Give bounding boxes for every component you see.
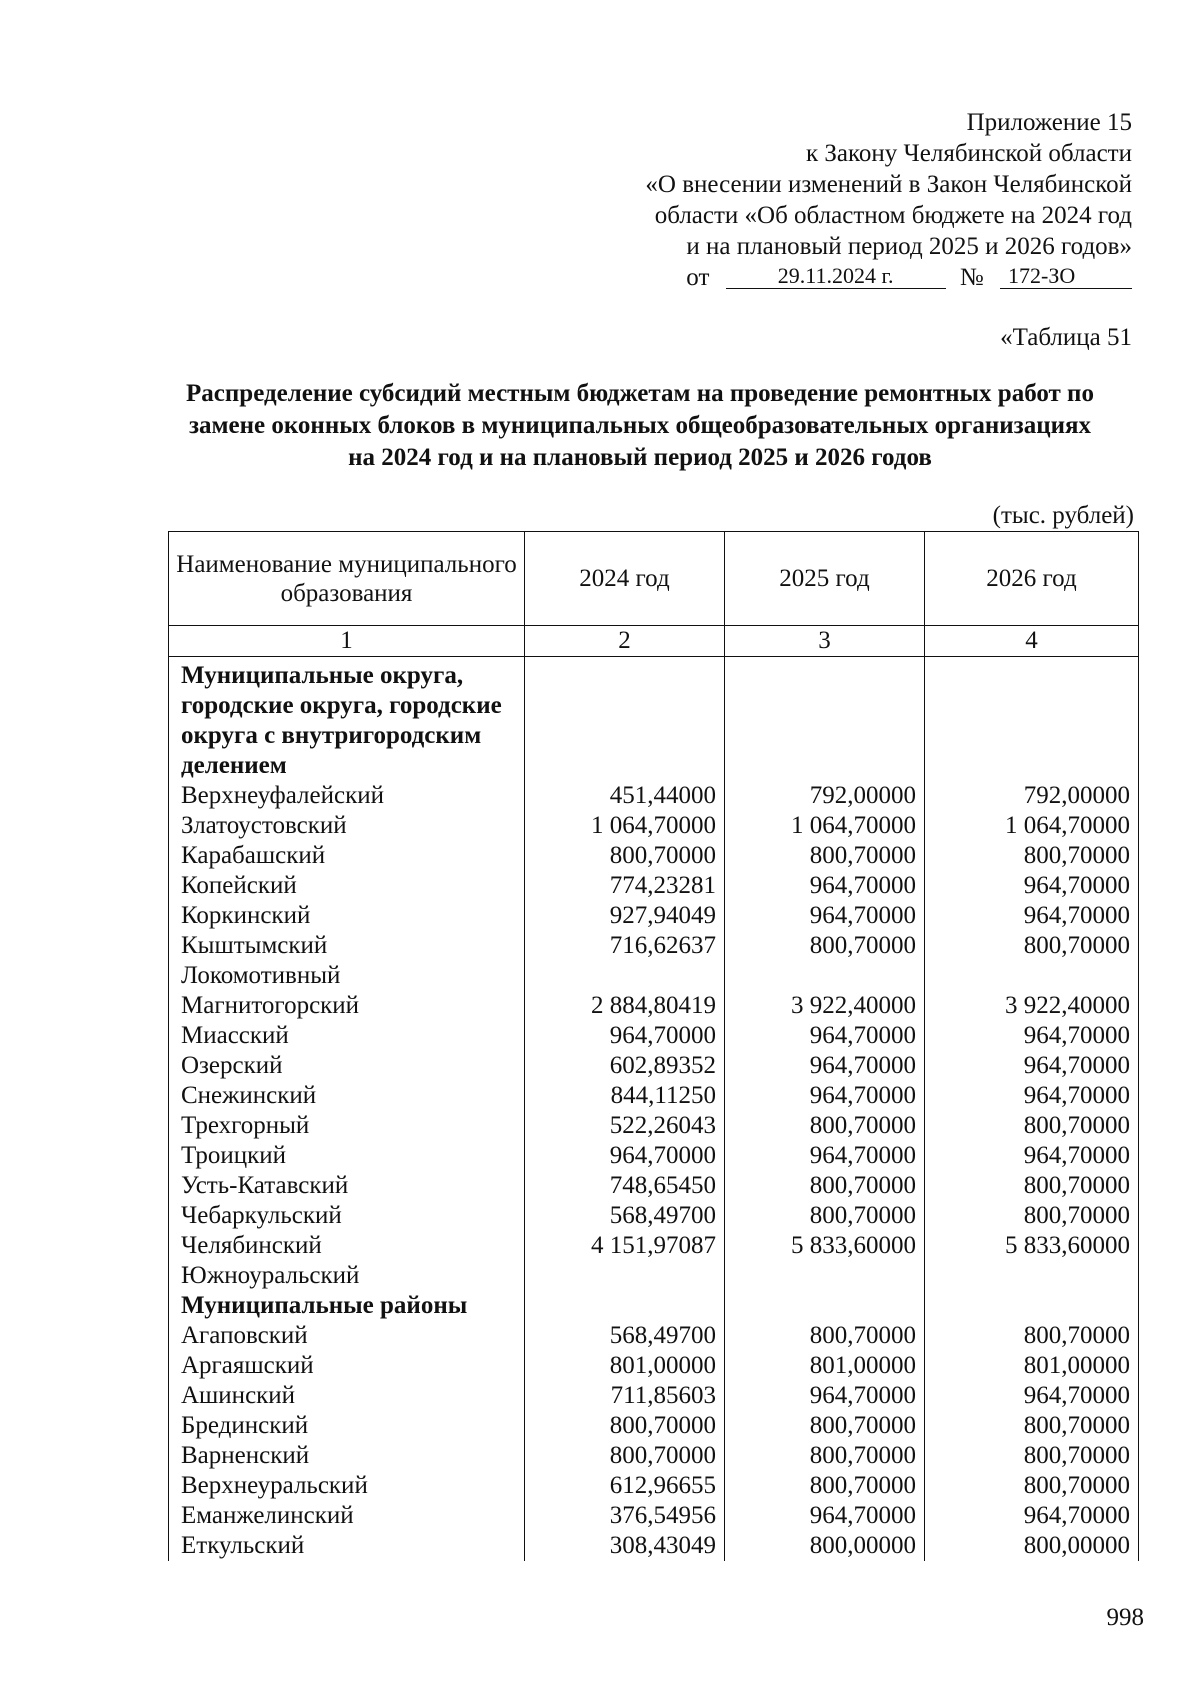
municipality-cell: Еткульский [169,1531,525,1561]
value-2024-cell: 716,62637 [525,931,725,961]
table-row [169,901,1139,931]
table-row [169,1501,1139,1531]
appendix-line: к Закону Челябинской области [806,140,1132,167]
table-row [169,1201,1139,1231]
value-2024-cell: 1 064,70000 [525,811,725,841]
value-2024-cell: 308,43049 [525,1531,725,1561]
value-2025-cell: 5 833,60000 [725,1231,925,1261]
value-2024-cell [525,961,725,991]
value-2024-cell: 612,96655 [525,1471,725,1501]
value-2026-cell: 800,00000 [925,1531,1139,1561]
table-row [169,1111,1139,1141]
value-2026-cell: 964,70000 [925,1051,1139,1081]
value-2026-cell [925,961,1139,991]
table-row [169,961,1139,991]
municipality-cell: Чебаркульский [169,1201,525,1231]
value-2025-cell: 964,70000 [725,1081,925,1111]
value-2024-cell [525,657,725,782]
value-2025-cell: 964,70000 [725,1501,925,1531]
municipality-cell: Трехгорный [169,1111,525,1141]
municipality-cell: Южноуральский [169,1261,525,1291]
column-number-row [169,626,1139,657]
value-2026-cell: 964,70000 [925,1501,1139,1531]
value-2025-cell: 800,70000 [725,931,925,961]
municipality-cell: Муниципальные округа, городские округа, городские округа с внутригородским делением [169,657,525,782]
table-row [169,1321,1139,1351]
value-2026-cell: 800,70000 [925,1441,1139,1471]
value-2025-cell: 964,70000 [725,1381,925,1411]
law-date-number-line [572,262,1132,293]
title-line: Распределение субсидий местным бюджетам на проведение ремонтных работ по [186,380,1094,407]
value-2026-cell [925,657,1139,782]
value-2025-cell: 800,70000 [725,1321,925,1351]
value-2024-cell: 568,49700 [525,1201,725,1231]
document-title [150,378,1130,474]
table-row [169,1021,1139,1051]
header-municipality: Наименование муниципального образования [169,532,525,626]
value-2024-cell: 964,70000 [525,1141,725,1171]
municipality-cell: Челябинский [169,1231,525,1261]
municipality-cell: Карабашский [169,841,525,871]
value-2026-cell [925,1261,1139,1291]
value-2025-cell [725,961,925,991]
municipality-cell: Усть-Катавский [169,1171,525,1201]
value-2025-cell: 964,70000 [725,1051,925,1081]
law-number: 172-ЗО [1000,264,1132,289]
value-2025-cell: 964,70000 [725,1021,925,1051]
value-2025-cell [725,1261,925,1291]
value-2024-cell: 801,00000 [525,1351,725,1381]
value-2026-cell: 800,70000 [925,1111,1139,1141]
value-2025-cell: 964,70000 [725,901,925,931]
municipality-cell: Троицкий [169,1141,525,1171]
column-number: 3 [725,626,925,657]
column-number: 1 [169,626,525,657]
table-row [169,1381,1139,1411]
value-2026-cell: 800,70000 [925,1321,1139,1351]
table-row [169,1231,1139,1261]
table-label: «Таблица 51 [1000,324,1132,351]
municipality-cell: Снежинский [169,1081,525,1111]
value-2025-cell: 964,70000 [725,1141,925,1171]
value-2026-cell [925,1291,1139,1321]
table-row [169,1531,1139,1561]
value-2025-cell: 800,70000 [725,1471,925,1501]
value-2025-cell [725,657,925,782]
column-number: 4 [925,626,1139,657]
header-2026: 2026 год [925,532,1139,626]
value-2024-cell: 800,70000 [525,1411,725,1441]
value-2024-cell: 522,26043 [525,1111,725,1141]
subsidy-table [168,531,1139,1561]
value-2025-cell: 1 064,70000 [725,811,925,841]
value-2026-cell: 3 922,40000 [925,991,1139,1021]
value-2025-cell: 800,70000 [725,1441,925,1471]
value-2026-cell: 964,70000 [925,901,1139,931]
value-2024-cell: 800,70000 [525,1441,725,1471]
municipality-cell: Озерский [169,1051,525,1081]
table-row [169,1051,1139,1081]
municipality-cell: Миасский [169,1021,525,1051]
municipality-cell: Златоустовский [169,811,525,841]
municipality-cell: Копейский [169,871,525,901]
table-row [169,1351,1139,1381]
value-2024-cell: 2 884,80419 [525,991,725,1021]
appendix-header [572,107,1132,293]
units-label: (тыс. рублей) [992,502,1134,529]
table-header-row [169,532,1139,626]
value-2025-cell: 792,00000 [725,781,925,811]
value-2024-cell: 376,54956 [525,1501,725,1531]
value-2026-cell: 964,70000 [925,1081,1139,1111]
municipality-cell: Кыштымский [169,931,525,961]
value-2026-cell: 800,70000 [925,1411,1139,1441]
value-2025-cell: 800,00000 [725,1531,925,1561]
municipality-cell: Коркинский [169,901,525,931]
value-2026-cell: 964,70000 [925,871,1139,901]
value-2026-cell: 800,70000 [925,931,1139,961]
municipality-cell: Верхнеуфалейский [169,781,525,811]
value-2024-cell: 774,23281 [525,871,725,901]
value-2024-cell: 748,65450 [525,1171,725,1201]
value-2024-cell: 964,70000 [525,1021,725,1051]
title-line: на 2024 год и на плановый период 2025 и 2026 годов [348,444,932,471]
appendix-line: области «Об областном бюджете на 2024 год [654,202,1132,229]
table-body [169,657,1139,1562]
municipality-cell: Варненский [169,1441,525,1471]
value-2024-cell [525,1291,725,1321]
municipality-cell: Муниципальные районы [169,1291,525,1321]
value-2026-cell: 1 064,70000 [925,811,1139,841]
table-group-row [169,657,1139,782]
municipality-cell: Агаповский [169,1321,525,1351]
table-row [169,841,1139,871]
date-prefix: от [686,264,710,291]
page-number: 998 [1106,1604,1144,1631]
value-2024-cell: 800,70000 [525,841,725,871]
value-2026-cell: 800,70000 [925,1171,1139,1201]
title-line: замене оконных блоков в муниципальных общеобразовательных организациях [188,412,1092,439]
value-2025-cell: 800,70000 [725,1201,925,1231]
municipality-cell: Еманжелинский [169,1501,525,1531]
table-row [169,1141,1139,1171]
municipality-cell: Брединский [169,1411,525,1441]
law-date: 29.11.2024 г. [726,264,946,289]
value-2026-cell: 964,70000 [925,1021,1139,1051]
value-2024-cell: 602,89352 [525,1051,725,1081]
value-2026-cell: 964,70000 [925,1141,1139,1171]
value-2026-cell: 964,70000 [925,1381,1139,1411]
value-2025-cell: 800,70000 [725,1171,925,1201]
municipality-cell: Верхнеуральский [169,1471,525,1501]
value-2025-cell: 800,70000 [725,1111,925,1141]
value-2024-cell: 711,85603 [525,1381,725,1411]
table-group-row [169,1291,1139,1321]
table-row [169,871,1139,901]
value-2024-cell: 4 151,97087 [525,1231,725,1261]
value-2026-cell: 800,70000 [925,1471,1139,1501]
value-2026-cell: 792,00000 [925,781,1139,811]
appendix-line: «О внесении изменений в Закон Челябинской [645,171,1132,198]
value-2025-cell [725,1291,925,1321]
number-prefix: № [959,264,984,291]
table-row [169,1081,1139,1111]
table-row [169,991,1139,1021]
table-row [169,1471,1139,1501]
value-2024-cell [525,1261,725,1291]
table-row [169,781,1139,811]
header-2025: 2025 год [725,532,925,626]
value-2026-cell: 5 833,60000 [925,1231,1139,1261]
value-2025-cell: 964,70000 [725,871,925,901]
value-2026-cell: 800,70000 [925,841,1139,871]
value-2024-cell: 451,44000 [525,781,725,811]
table-row [169,1261,1139,1291]
municipality-cell: Ашинский [169,1381,525,1411]
table-row [169,1171,1139,1201]
value-2026-cell: 800,70000 [925,1201,1139,1231]
value-2024-cell: 927,94049 [525,901,725,931]
value-2026-cell: 801,00000 [925,1351,1139,1381]
value-2025-cell: 801,00000 [725,1351,925,1381]
value-2025-cell: 3 922,40000 [725,991,925,1021]
table-row [169,1411,1139,1441]
table-row [169,811,1139,841]
column-number: 2 [525,626,725,657]
value-2024-cell: 844,11250 [525,1081,725,1111]
value-2024-cell: 568,49700 [525,1321,725,1351]
table-row [169,931,1139,961]
municipality-cell: Аргаяшский [169,1351,525,1381]
appendix-line: и на плановый период 2025 и 2026 годов» [686,233,1132,260]
value-2025-cell: 800,70000 [725,841,925,871]
municipality-cell: Магнитогорский [169,991,525,1021]
municipality-cell: Локомотивный [169,961,525,991]
appendix-line: Приложение 15 [966,109,1132,136]
header-2024: 2024 год [525,532,725,626]
table-row [169,1441,1139,1471]
value-2025-cell: 800,70000 [725,1411,925,1441]
